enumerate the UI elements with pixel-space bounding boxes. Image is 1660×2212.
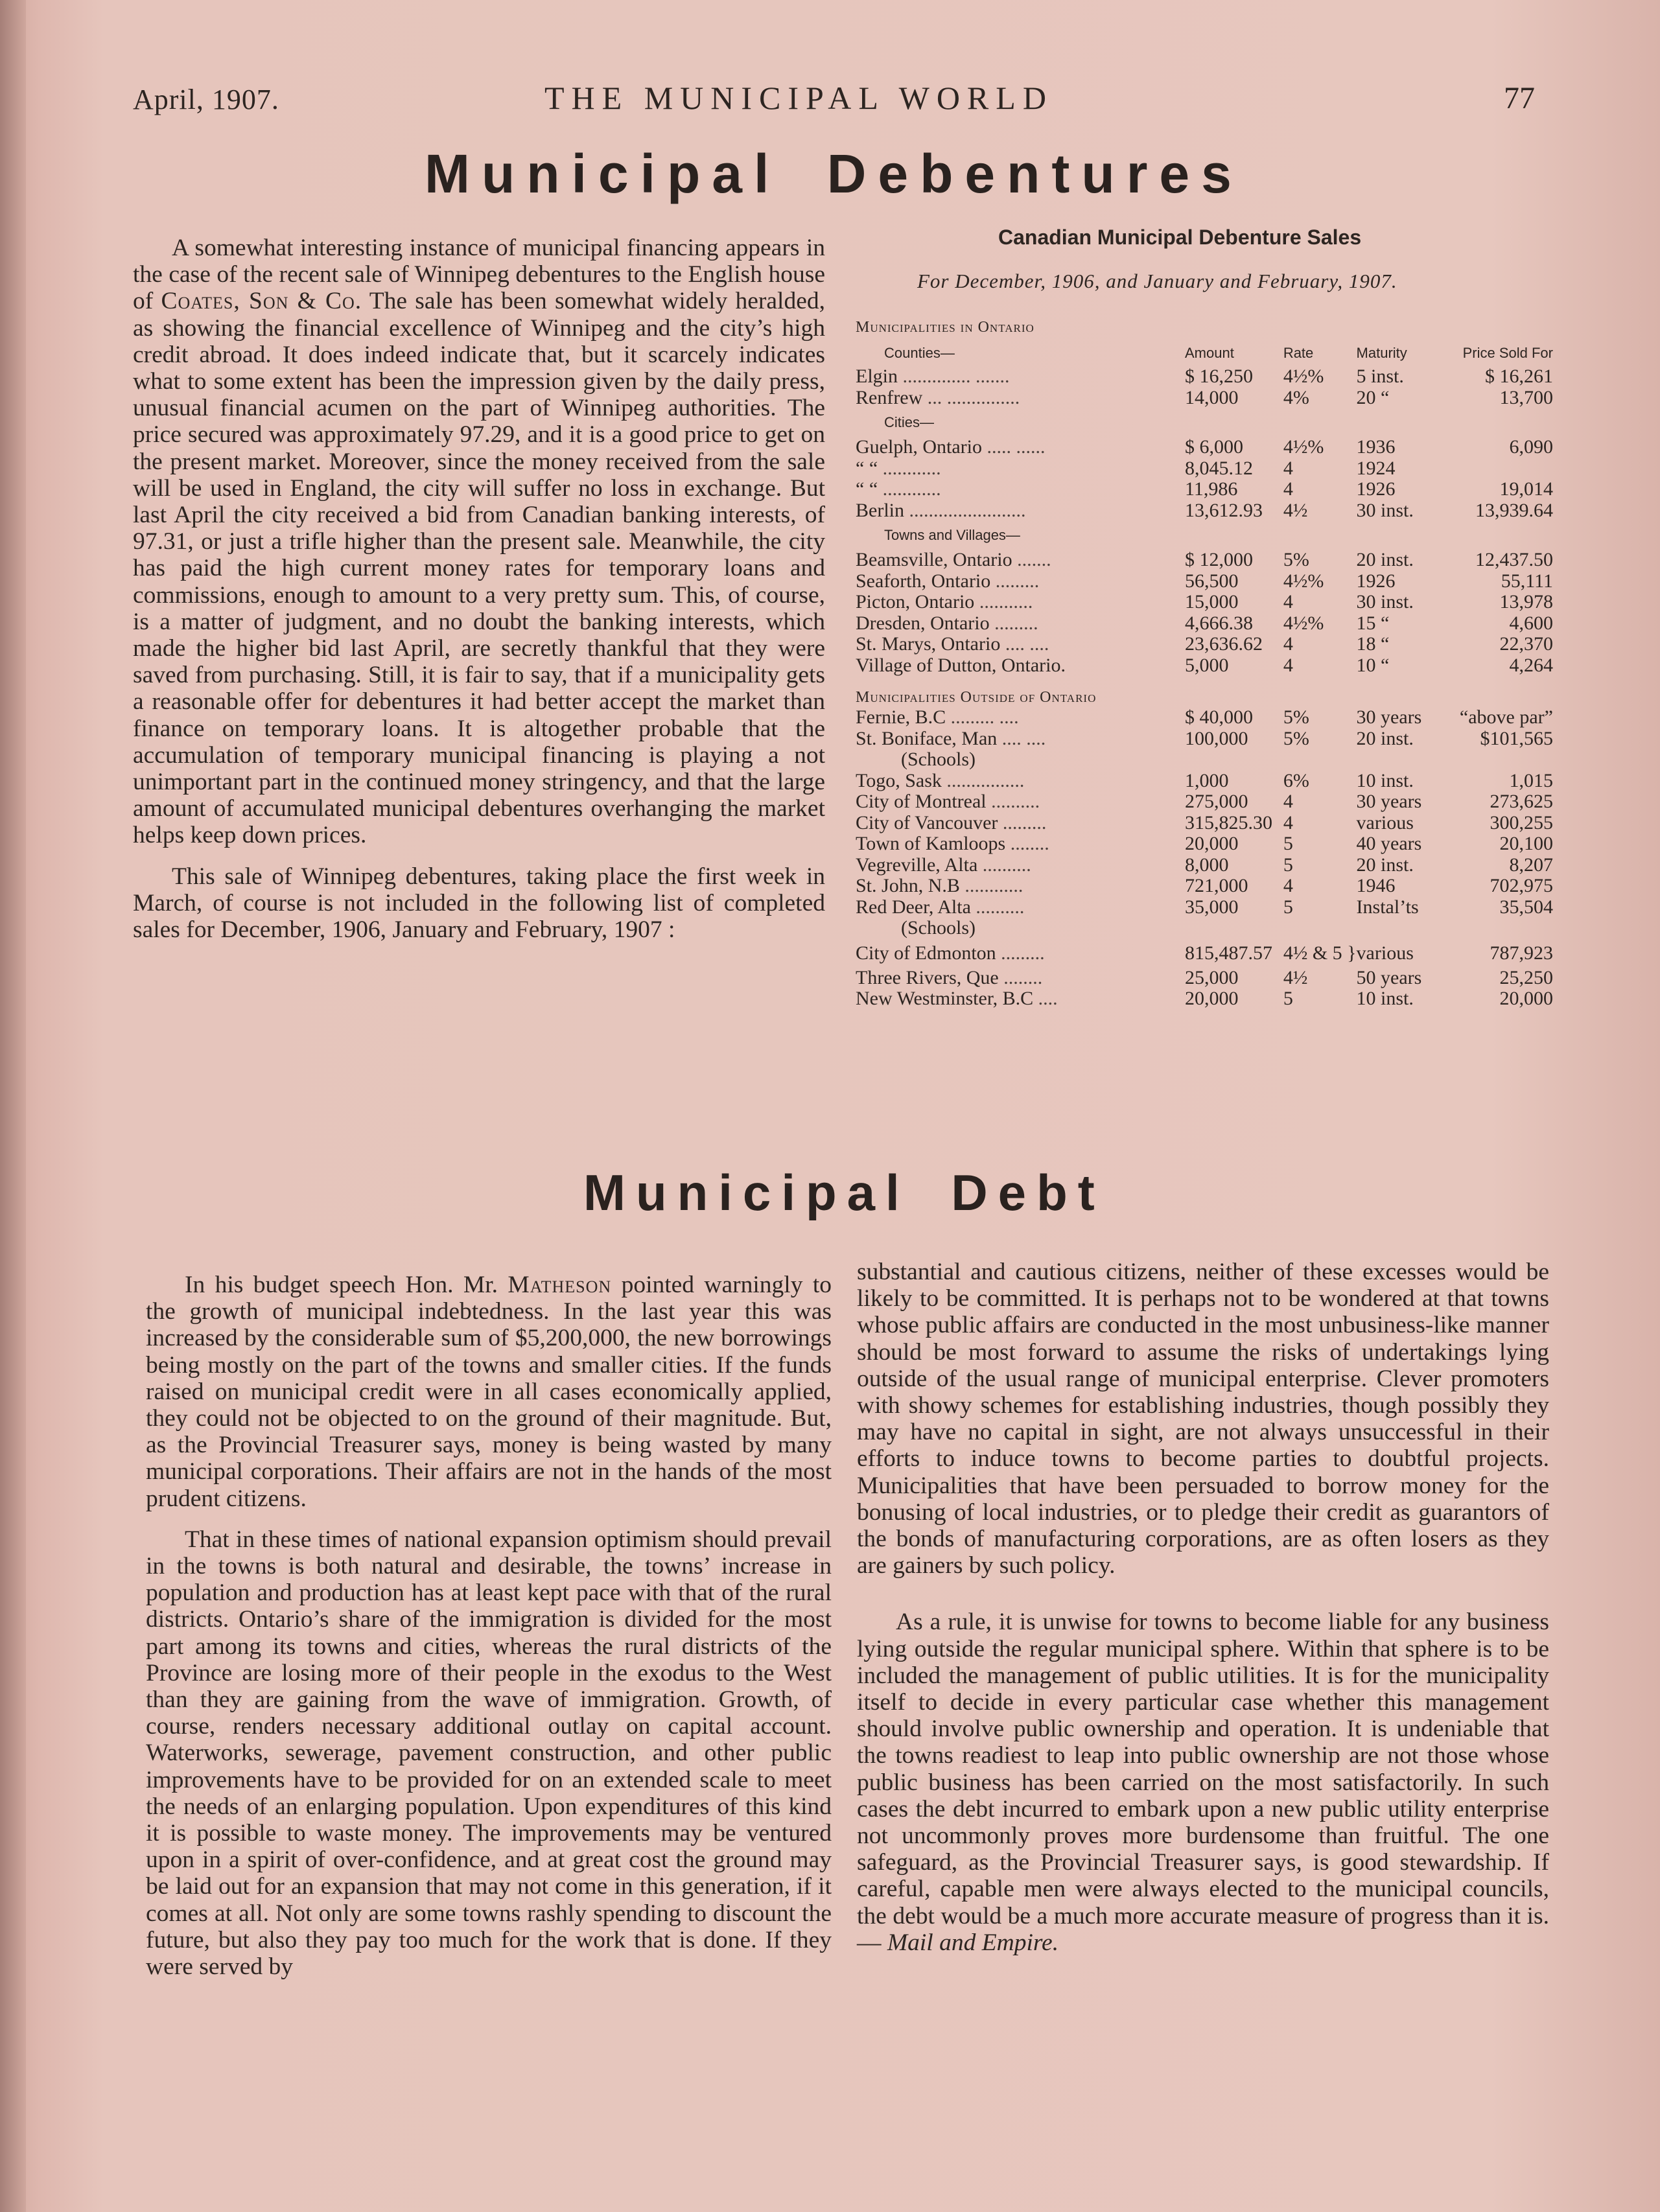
col-maturity: Maturity	[1356, 345, 1407, 361]
table-row	[856, 613, 1562, 634]
municipality-name: “ “	[856, 479, 878, 500]
journal-title: THE MUNICIPAL WORLD	[544, 80, 1053, 116]
cell-maturity: 5 inst.	[1356, 366, 1404, 387]
cell-rate: 4	[1283, 811, 1293, 833]
municipality-name: Fernie, B.C	[856, 707, 946, 728]
municipality-name: Dresden, Ontario	[856, 612, 990, 634]
cell-rate: 5	[1283, 854, 1293, 876]
person-name: Matheson	[508, 1272, 612, 1298]
debt-paragraph-1: In his budget speech Hon. Mr. Matheson pointed warningly to the growth of municipal indebtedness. In the last year this was increased by the considerable sum of $5,200,000, the new borrowings being mostly on the part of the towns and smaller cities. If the funds raised on municipal credit were in all cases economically applied, they could not be objected to on the ground of their magnitude. But, as the Provincial Treasurer says, money is being wasted by many municipal corporations. Their affairs are not in the hands of the most prudent citizens.	[146, 1272, 832, 1512]
cell-maturity: 30 inst.	[1356, 591, 1414, 612]
debentures-paragraph-1: A somewhat interesting instance of municipal financing appears in the case of the recent sale of Winnipeg debentures to the English house of Coates, Son & Co. The sale has been somewhat widely heralded, as showing the financial excellence of Winnipeg and the city’s high credit abroad. It does indeed indicate that, but it scarcely indicates what to some extent has been the impression given by the daily press, unusual financial acumen on the part of Winnipeg authorities. The price secured was approximately 97.29, and it is a good price to get on the present market. Moreover, since the money received from the sale will be used in England, the city will suffer no loss in exchange. But last April the city received a bid from Canadian banking interests, of 97.31, or just a trifle higher than the present sale. Meanwhile, the city has paid the high current money rates for temporary loans and commissions, enough to amount to a very pretty sum. This, of course, is a matter of judgment, and no doubt the banking interests, which made the higher bid last April, are secretly thankful that they were saved from purchasing. Still, it is fair to say, that if a municipality gets a reasonable offer for debentures it had better accept the market than finance on temporary loans. It is altogether probable that the accumulation of temporary municipal financing is playing a not unimportant part in the continued money stringency, and that the large amount of accumulated municipal debentures overhanging the market helps keep down prices.	[133, 235, 825, 849]
municipality-name: Renfrew	[856, 387, 923, 408]
municipality-name: St. Boniface, Man	[856, 728, 998, 749]
cell-amount: 8,000	[1185, 854, 1229, 876]
cell-price: 4,264	[1509, 654, 1553, 676]
leader-dots: ..........	[986, 791, 1040, 812]
leader-dots: ..... ......	[981, 437, 1046, 458]
cell-maturity: 18 “	[1356, 633, 1390, 655]
col-amount: Amount	[1185, 345, 1234, 361]
debt-paragraph-3: substantial and cautious citizens, neither of these excesses would be likely to be committed. It is perhaps not to be wondered at that towns whose public affairs are conducted in the most unbusiness-like manner should be most forward to assume the risks of undertakings lying outside of the usual range of municipal enterprise. Clever promoters with showy schemes for establishing industries, though possibly they may have no capital in sight, are not always unsuccessful in their efforts to induce towns to become parties to doubtful projects. Municipalities that have been persuaded to borrow money for the bonusing of local industries, or to pledge their credit as guarantors of the bonds of manufacturing corporations, are as often losers as they are gainers by such policy.	[857, 1259, 1549, 1579]
sales-table-subtitle: For December, 1906, and January and February, 1907.	[917, 270, 1397, 292]
col-counties: Counties—	[884, 345, 955, 361]
cell-price: 273,625	[1490, 791, 1553, 812]
subhead-cities: Cities—	[884, 414, 935, 430]
cell-maturity: 10 “	[1356, 654, 1390, 676]
cell-rate: 5	[1283, 988, 1293, 1009]
leader-dots: ........................	[904, 500, 1026, 521]
cell-rate: 4½%	[1283, 570, 1324, 592]
cell-maturity: 15 “	[1356, 612, 1390, 634]
cell-amount	[1185, 918, 1283, 939]
table-row	[856, 479, 1562, 500]
table-row	[856, 968, 1562, 989]
table-row	[856, 366, 1562, 388]
cell-amount: 20,000	[1185, 833, 1239, 854]
cell-maturity: 1936	[1356, 436, 1396, 458]
cell-rate: 4½	[1283, 499, 1308, 521]
municipality-name: City of Montreal	[856, 791, 987, 812]
leader-dots: ....	[1033, 988, 1058, 1009]
debenture-sales-table	[856, 314, 1562, 1010]
cell-rate	[1283, 918, 1357, 939]
cell-maturity: Instal’ts	[1356, 896, 1419, 918]
column-headers	[856, 340, 1562, 366]
table-row	[856, 388, 1562, 409]
cell-price: $101,565	[1480, 727, 1553, 749]
debentures-article	[133, 235, 825, 943]
spacer	[856, 676, 1562, 688]
cell-amount: $ 12,000	[1185, 549, 1253, 570]
cell-rate: 5	[1283, 896, 1293, 918]
cell-maturity: 1926	[1356, 478, 1396, 500]
leader-dots: ............	[959, 876, 1023, 896]
subhead-towns: Towns and Villages—	[884, 527, 1020, 543]
cell-rate: 5%	[1283, 706, 1309, 728]
cell-price: 4,600	[1509, 612, 1553, 634]
leader-dots: ..........	[977, 854, 1031, 876]
debt-paragraph-4: As a rule, it is unwise for towns to become liable for any business lying outside the regular municipal sphere. Within that sphere is to be included the management of public utilities. It is for the municipality itself to decide in every particular case whether this management should involve public ownership and operation. It is undeniable that the towns readiest to leap into public ownership are not those whose public business has been carried on the most satisfactorily. In such cases the debt incurred to embark upon a new public utility enterprise not uncommonly proves more burdensome than fruitful. The one safeguard, as the Provincial Treasurer says, is good stewardship. If careful, capable men were always elected to the municipal councils, the debt would be a much more accurate measure of progress than it is.— Mail and Empire.	[857, 1609, 1549, 1956]
cell-rate: 5%	[1283, 727, 1309, 749]
cell-price	[1460, 458, 1562, 480]
cell-price: 13,978	[1499, 591, 1553, 612]
cell-amount: 315,825.30	[1185, 811, 1272, 833]
section-heading: Municipalities in Ontario	[856, 319, 1035, 336]
municipality-name: Seaforth, Ontario	[856, 570, 991, 592]
leader-dots: ........	[1005, 833, 1049, 854]
cell-maturity: 20 inst.	[1356, 727, 1414, 749]
table-row	[856, 749, 1562, 771]
cell-price: 702,975	[1490, 875, 1553, 896]
cell-maturity: 10 inst.	[1356, 769, 1414, 791]
cell-maturity: 30 inst.	[1356, 499, 1414, 521]
debt-article-right-column	[857, 1259, 1549, 1956]
cell-amount: $ 40,000	[1185, 706, 1253, 728]
page-number: 77	[1504, 81, 1535, 115]
table-row	[856, 458, 1562, 480]
issue-date: April, 1907.	[133, 84, 279, 115]
cell-price: 20,000	[1499, 988, 1553, 1009]
table-row	[856, 897, 1562, 918]
cell-maturity: various	[1356, 942, 1414, 964]
cell-amount: 35,000	[1185, 896, 1239, 918]
debt-paragraph-2: That in these times of national expansion optimism should prevail in the towns is both natural and desirable, the towns’ increase in population and production has at least kept pace with that of the rural districts. Ontario’s share of the immigration is divided for the most part among its towns and cities, whereas the rural districts of the Province are losing more of their people in the exodus to the West than they are gaining from the wave of immigration. Growth, of course, renders necessary additional outlay on capital account. Waterworks, sewerage, pavement construction, and other public improvements have to be provided for on an extended scale to meet the needs of an enlarging population. Upon expenditures of this kind it is possible to waste money. The improvements may be ventured upon in a spirit of over-confidence, and at great cost the ground may be laid out for an expansion that may not come in this generation, if it comes at all. Not only are some towns rashly spending to discount the future, but also they pay too much for the work that is done. If they were served by	[146, 1526, 832, 1981]
cell-amount: 815,487.57	[1185, 942, 1272, 964]
cell-amount: 14,000	[1185, 386, 1239, 408]
cell-amount: 100,000	[1185, 727, 1248, 749]
table-row	[856, 707, 1562, 728]
cell-amount: 13,612.93	[1185, 499, 1263, 521]
debt-headline: Municipal Debt	[583, 1164, 1105, 1221]
cell-maturity: 1946	[1356, 875, 1396, 896]
cell-price: 787,923	[1490, 942, 1553, 964]
cell-amount: 56,500	[1185, 570, 1239, 592]
leader-dots: ........	[998, 967, 1043, 988]
cell-price	[1460, 918, 1562, 939]
cell-maturity	[1357, 749, 1460, 771]
leader-dots: .... ....	[997, 728, 1046, 749]
municipality-name: City of Edmonton	[856, 942, 996, 964]
table-row	[856, 939, 1562, 968]
cell-rate	[1283, 749, 1357, 771]
leader-dots: .............. .......	[898, 366, 1010, 387]
table-row	[856, 437, 1562, 458]
municipality-name: Berlin	[856, 500, 904, 521]
col-price: Price Sold For	[1462, 345, 1553, 361]
cell-price: 19,014	[1499, 478, 1553, 500]
cell-maturity: 20 inst.	[1356, 854, 1414, 876]
table-row	[856, 571, 1562, 592]
table-row	[856, 728, 1562, 750]
cell-amount: 25,000	[1185, 966, 1239, 988]
cell-amount: 23,636.62	[1185, 633, 1263, 655]
cell-price: 8,207	[1509, 854, 1553, 876]
table-row	[856, 592, 1562, 613]
municipality-name: Togo, Sask	[856, 770, 942, 791]
cell-rate: 4	[1283, 633, 1293, 655]
cell-price: 22,370	[1499, 633, 1553, 655]
leader-dots: ............	[878, 479, 941, 500]
table-row	[856, 771, 1562, 792]
municipality-name: St. Marys, Ontario	[856, 634, 1001, 655]
cell-amount: 11,986	[1185, 478, 1238, 500]
table-row	[856, 876, 1562, 897]
debentures-headline: Municipal Debentures	[425, 143, 1243, 204]
debentures-paragraph-2: This sale of Winnipeg debentures, taking place the first week in March, of course is not included in the following list of completed sales for December, 1906, January and February, 1907 :	[133, 863, 825, 944]
leader-dots: .... ....	[1000, 634, 1049, 655]
cell-amount: 4,666.38	[1185, 612, 1253, 634]
cell-price: 35,504	[1499, 896, 1553, 918]
cell-maturity: 50 years	[1356, 966, 1422, 988]
table-row	[856, 655, 1562, 677]
leader-dots: .........	[996, 942, 1045, 964]
cell-maturity: various	[1356, 811, 1414, 833]
cell-rate: 5%	[1283, 549, 1309, 570]
municipality-name: (Schools)	[901, 918, 976, 938]
cell-price: 1,015	[1509, 769, 1553, 791]
cell-price: 20,100	[1499, 833, 1553, 854]
cell-rate: 6%	[1283, 769, 1309, 791]
leader-dots: .........	[990, 570, 1040, 592]
table-row	[856, 855, 1562, 876]
cell-amount: 275,000	[1185, 791, 1248, 812]
cell-maturity: 20 inst.	[1356, 549, 1414, 570]
table-row	[856, 833, 1562, 855]
col-rate: Rate	[1283, 345, 1314, 361]
cell-amount: 15,000	[1185, 591, 1239, 612]
cell-price	[1460, 749, 1562, 771]
cell-maturity: 1924	[1356, 457, 1396, 479]
sales-table-title: Canadian Municipal Debenture Sales	[998, 226, 1362, 249]
municipality-name: St. John, N.B	[856, 876, 960, 896]
municipality-name: Vegreville, Alta	[856, 854, 978, 876]
section-heading-outside: Municipalities Outside of Ontario	[856, 689, 1097, 706]
leader-dots: ..........	[970, 896, 1025, 918]
binding-edge	[0, 0, 26, 2212]
cell-amount: 721,000	[1185, 875, 1248, 896]
municipality-name: Town of Kamloops	[856, 833, 1006, 854]
cell-amount: $ 16,250	[1185, 366, 1253, 387]
cell-amount	[1185, 749, 1283, 771]
cell-price: 300,255	[1490, 811, 1553, 833]
leader-dots: ...........	[974, 592, 1033, 612]
municipality-name: (Schools)	[901, 749, 976, 770]
leader-dots: ... ...............	[922, 387, 1020, 408]
cell-rate: 4	[1283, 654, 1293, 676]
cell-price: “above par”	[1459, 706, 1553, 728]
cell-rate: 4	[1283, 875, 1293, 896]
table-row	[856, 918, 1562, 939]
cell-rate: 4½	[1283, 966, 1308, 988]
cell-amount: 20,000	[1185, 988, 1239, 1009]
cell-price: 25,250	[1499, 966, 1553, 988]
cell-rate: 4½%	[1283, 366, 1324, 387]
cell-amount: 5,000	[1185, 654, 1229, 676]
table-row	[856, 813, 1562, 834]
cell-maturity: 30 years	[1356, 706, 1422, 728]
cell-price: 6,090	[1509, 436, 1553, 458]
municipality-name: “ “	[856, 458, 878, 479]
cell-amount: $ 6,000	[1185, 436, 1243, 458]
leader-dots: ............	[878, 458, 941, 479]
leader-dots: .........	[998, 812, 1047, 833]
municipality-name: Red Deer, Alta	[856, 896, 971, 918]
cell-rate: 4½%	[1283, 612, 1324, 634]
cell-maturity: 40 years	[1356, 833, 1422, 854]
cell-amount: 1,000	[1185, 769, 1229, 791]
cell-rate: 4	[1283, 478, 1293, 500]
firm-name: Coates, Son & Co.	[161, 288, 362, 315]
municipality-name: New Westminster, B.C	[856, 988, 1034, 1009]
municipality-name: Beamsville, Ontario	[856, 550, 1012, 570]
cell-rate: 4½%	[1283, 436, 1324, 458]
municipality-name: Three Rivers, Que	[856, 967, 999, 988]
cell-rate: 4	[1283, 591, 1293, 612]
table-row	[856, 550, 1562, 571]
cell-price: 13,700	[1499, 386, 1553, 408]
cell-maturity: 30 years	[1356, 791, 1422, 812]
table-row	[856, 791, 1562, 813]
leader-dots: ......... ....	[946, 707, 1019, 728]
cell-rate: 4%	[1283, 386, 1309, 408]
cell-amount: 8,045.12	[1185, 457, 1253, 479]
cell-price: $ 16,261	[1485, 366, 1553, 387]
debt-article-left-column	[146, 1272, 832, 1980]
municipality-name: Picton, Ontario	[856, 592, 975, 612]
municipality-name: City of Vancouver	[856, 812, 998, 833]
leader-dots: ................	[941, 770, 1025, 791]
cell-maturity: 10 inst.	[1356, 988, 1414, 1009]
table-row	[856, 634, 1562, 655]
cell-rate: 4	[1283, 457, 1293, 479]
cell-maturity: 1926	[1356, 570, 1396, 592]
table-row	[856, 500, 1562, 522]
municipality-name: Village of Dutton, Ontario.	[856, 655, 1066, 676]
source-credit: Mail and Empire.	[887, 1929, 1059, 1956]
cell-rate: 4½ & 5 }	[1283, 942, 1357, 964]
cell-maturity: 20 “	[1356, 386, 1390, 408]
leader-dots: .......	[1012, 550, 1051, 570]
cell-price: 12,437.50	[1475, 549, 1553, 570]
municipality-name: Elgin	[856, 366, 898, 387]
cell-price: 55,111	[1501, 570, 1553, 592]
cell-price: 13,939.64	[1475, 499, 1553, 521]
table-row	[856, 988, 1562, 1010]
municipality-name: Guelph, Ontario	[856, 437, 982, 458]
cell-maturity	[1357, 918, 1460, 939]
cell-rate: 4	[1283, 791, 1293, 812]
cell-rate: 5	[1283, 833, 1293, 854]
leader-dots: .........	[989, 612, 1038, 634]
